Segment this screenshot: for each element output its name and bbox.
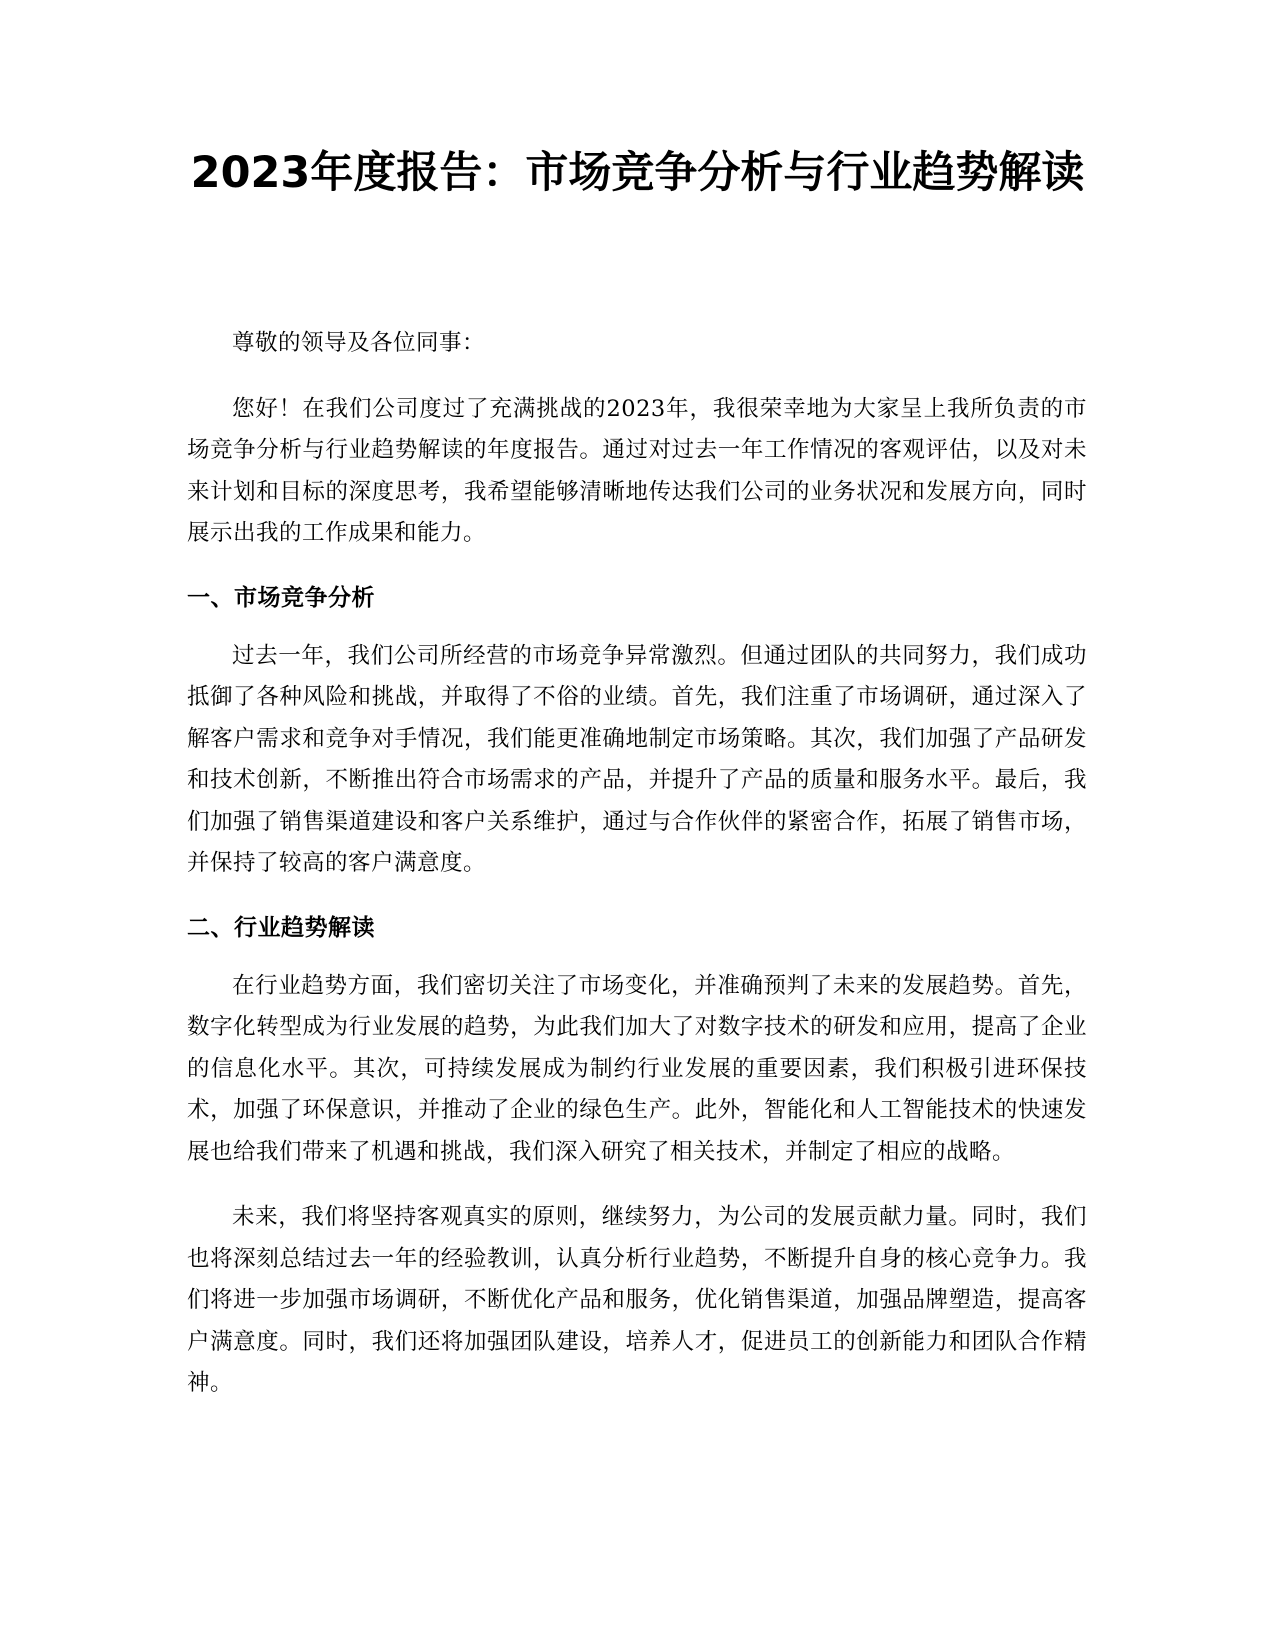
market-competition-paragraph: 过去一年，我们公司所经营的市场竞争异常激烈。但通过团队的共同努力，我们成功抵御了各种风险和挑战，并取得了不俗的业绩。首先，我们注重了市场调研，通过深入了解客户需求和竞争对手情况，我们能更准确地制定市场策略。其次，我们加强了产品研发和技术创新，不断推出符合市场需求的产品，并提升了产品的质量和服务水平。最后，我们加强了销售渠道建设和客户关系维护，通过与合作伙伴的紧密合作，拓展了销售市场，并保持了较高的客户满意度。 — [187, 642, 1087, 876]
greeting: 尊敬的领导及各位同事： — [232, 330, 486, 356]
industry-trends-paragraph: 在行业趋势方面，我们密切关注了市场变化，并准确预判了未来的发展趋势。首先，数字化转型成为行业发展的趋势，为此我们加大了对数字技术的研发和应用，提高了企业的信息化水平。其次，可持续发展成为制约行业发展的重要因素，我们积极引进环保技术，加强了环保意识，并推动了企业的绿色生产。此外，智能化和人工智能技术的快速发展也给我们带来了机遇和挑战，我们深入研究了相关技术，并制定了相应的战略。 — [187, 972, 1087, 1165]
intro-paragraph: 您好！在我们公司度过了充满挑战的2023年，我很荣幸地为大家呈上我所负责的市场竞争分析与行业趋势解读的年度报告。通过对过去一年工作情况的客观评估，以及对未来计划和目标的深度思考，我希望能够清晰地传达我们公司的业务状况和发展方向，同时展示出我的工作成果和能力。 — [187, 395, 1087, 546]
future-plans-paragraph: 未来，我们将坚持客观真实的原则，继续努力，为公司的发展贡献力量。同时，我们也将深刻总结过去一年的经验教训，认真分析行业趋势，不断提升自身的核心竞争力。我们将进一步加强市场调研，不断优化产品和服务，优化销售渠道，加强品牌塑造，提高客户满意度。同时，我们还将加强团队建设，培养人才，促进员工的创新能力和团队合作精神。 — [187, 1204, 1087, 1396]
document-body — [187, 323, 1087, 1405]
document-title: 2023年度报告：市场竞争分析与行业趋势解读 — [190, 148, 1085, 198]
section-heading-industry-trends: 二、行业趋势解读 — [187, 914, 375, 941]
section-heading-market-competition: 一、市场竞争分析 — [187, 584, 375, 611]
